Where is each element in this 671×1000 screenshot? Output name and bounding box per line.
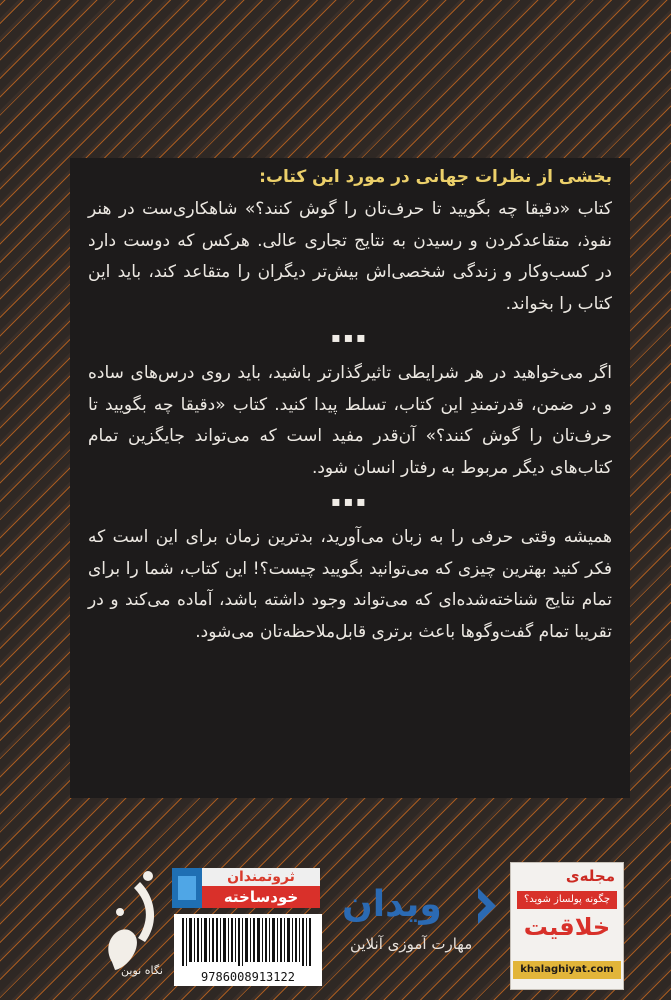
isbn-number: 9786008913122 bbox=[201, 970, 295, 984]
khalaghiyat-mag-label: مجله‌ی bbox=[565, 867, 615, 885]
reviews-heading: بخشی از نظرات جهانی در مورد این کتاب: bbox=[259, 167, 612, 187]
review-paragraph-1: کتاب «دقیقا چه بگویید تا حرف‌تان را گوش کنند؟» شاهکاری‌ست در هنر نفوذ، متقاعدکردن و رسیدن به نتایج تجاری عالی. هرکس که دوست دارد در کسب‌وکار و زندگی شخصی‌اش بیش‌تر دیگران را متقاعد کند، باید این کتاب را بخواند. bbox=[88, 199, 612, 314]
vidan-tagline: مهارت آموزی آنلاین bbox=[350, 935, 473, 953]
khalaghiyat-title: خلاقیت bbox=[523, 913, 611, 941]
separator-2: ▪▪▪ bbox=[331, 494, 369, 510]
self-made-rich-logo bbox=[172, 868, 320, 908]
negah-name: نگاه نوین bbox=[121, 964, 163, 977]
self-made-rich-icon bbox=[172, 868, 202, 908]
review-paragraph-3: همیشه وقتی حرفی را به زبان می‌آورید، بدترین زمان برای این است که فکر کنید بهترین چیزی که می‌توانید بگویید چیست؟! این کتاب، شما را برای تمام نتایج شناخته‌شده‌ای که می‌تواند وجود داشته باشد، آماده می‌کند و در تقریبا تمام گفت‌وگوها باعث برتری قابل‌ملاحظه‌تان می‌شود. bbox=[88, 527, 612, 642]
barcode-bars-icon bbox=[174, 914, 322, 966]
isbn-barcode bbox=[174, 914, 322, 986]
self-made-rich-bottom: خودساخته bbox=[202, 886, 320, 908]
khalaghiyat-question: چگونه پولساز شوید؟ bbox=[517, 891, 617, 909]
review-paragraph-2: اگر می‌خواهید در هر شرایطی تاثیرگذارتر باشید، باید روی درس‌های ساده و در ضمن، قدرتمندِ این کتاب، تسلط پیدا کنید. کتاب «دقیقا چه بگویید تا حرف‌تان را گوش کنند؟» آن‌قدر مفید است که می‌تواند جایگزین تمام کتاب‌های دیگر مربوط به رفتار انسان شود. bbox=[88, 363, 612, 478]
back-cover-text bbox=[88, 160, 612, 648]
negah-publisher-logo bbox=[90, 862, 170, 982]
separator-1: ▪▪▪ bbox=[331, 330, 369, 346]
self-made-rich-top: ثروتمندان bbox=[202, 868, 320, 886]
vidan-name: ویدان bbox=[342, 884, 442, 925]
khalaghiyat-magazine-logo bbox=[510, 862, 624, 990]
khalaghiyat-url: khalaghiyat.com bbox=[513, 961, 621, 979]
